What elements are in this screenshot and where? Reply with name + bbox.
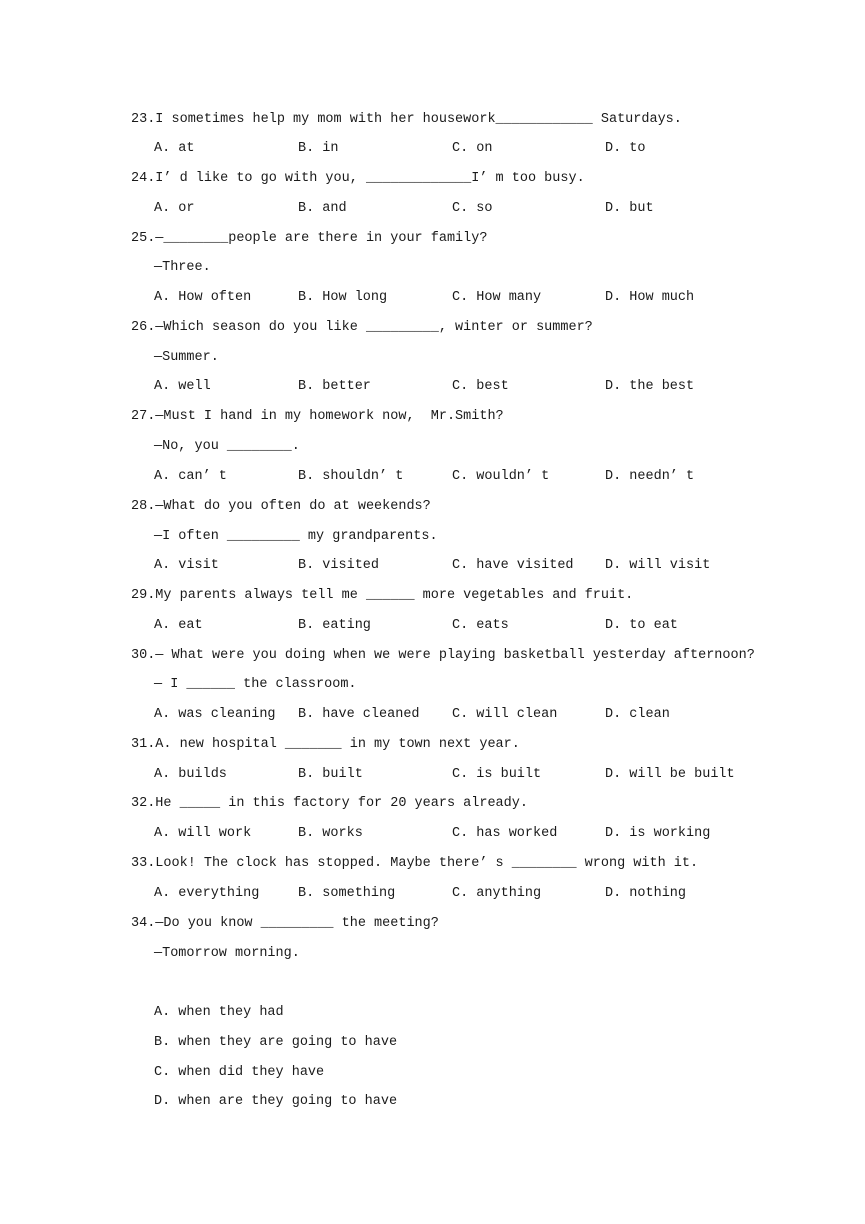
option-a: A. well	[154, 379, 211, 394]
option-a: A. eat	[154, 618, 203, 633]
option-b: B. How long	[298, 290, 388, 305]
option-d: D. needn’ t	[605, 469, 695, 484]
option-c: C. has worked	[452, 826, 558, 841]
option-b: B. eating	[298, 618, 371, 633]
option-d: D. How much	[605, 290, 695, 305]
option-b: B. have cleaned	[298, 707, 420, 722]
option-a: A. or	[154, 201, 195, 216]
option-d: D. nothing	[605, 886, 687, 901]
question-reply: —No, you ________.	[154, 439, 300, 454]
option-a: A. everything	[154, 886, 260, 901]
option-a: A. at	[154, 141, 195, 156]
question-stem: 30.— What were you doing when we were playing basketball yesterday afternoon?	[131, 648, 755, 663]
option-b: B. in	[298, 141, 339, 156]
option-c: C. How many	[452, 290, 542, 305]
option-b: B. visited	[298, 558, 380, 573]
option-d: D. is working	[605, 826, 711, 841]
question-reply: —Summer.	[154, 350, 219, 365]
option-b: B. when they are going to have	[154, 1035, 398, 1050]
option-d: D. when are they going to have	[154, 1094, 398, 1109]
option-c: C. anything	[452, 886, 542, 901]
question-stem: 27.—Must I hand in my homework now, Mr.Smith?	[131, 409, 504, 424]
option-d: D. to eat	[605, 618, 678, 633]
question-stem: 29.My parents always tell me ______ more vegetables and fruit.	[131, 588, 634, 603]
option-a: A. visit	[154, 558, 219, 573]
option-d: D. will be built	[605, 767, 735, 782]
option-c: C. have visited	[452, 558, 574, 573]
option-b: B. works	[298, 826, 363, 841]
question-stem: 26.—Which season do you like _________, winter or summer?	[131, 320, 593, 335]
option-d: D. to	[605, 141, 646, 156]
option-a: A. can’ t	[154, 469, 227, 484]
option-d: D. will visit	[605, 558, 711, 573]
question-stem: 31.A. new hospital _______ in my town next year.	[131, 737, 520, 752]
option-b: B. better	[298, 379, 371, 394]
option-c: C. will clean	[452, 707, 558, 722]
question-stem: 24.I’ d like to go with you, _____________I’ m too busy.	[131, 171, 585, 186]
option-c: C. wouldn’ t	[452, 469, 550, 484]
option-a: A. builds	[154, 767, 227, 782]
option-b: B. shouldn’ t	[298, 469, 404, 484]
option-d: D. but	[605, 201, 654, 216]
option-c: C. eats	[452, 618, 509, 633]
option-b: B. something	[298, 886, 396, 901]
option-a: A. will work	[154, 826, 252, 841]
option-c: C. best	[452, 379, 509, 394]
option-a: A. when they had	[154, 1005, 284, 1020]
question-stem: 25.—________people are there in your family?	[131, 231, 488, 246]
question-reply: —Tomorrow morning.	[154, 946, 300, 961]
question-stem: 28.—What do you often do at weekends?	[131, 499, 431, 514]
option-b: B. built	[298, 767, 363, 782]
option-b: B. and	[298, 201, 347, 216]
option-d: D. clean	[605, 707, 670, 722]
question-stem: 33.Look! The clock has stopped. Maybe there’ s ________ wrong with it.	[131, 856, 699, 871]
question-reply: —Three.	[154, 260, 211, 275]
option-c: C. when did they have	[154, 1065, 325, 1080]
question-reply: — I ______ the classroom.	[154, 677, 357, 692]
question-reply: —I often _________ my grandparents.	[154, 529, 438, 544]
question-stem: 32.He _____ in this factory for 20 years already.	[131, 796, 528, 811]
question-stem: 23.I sometimes help my mom with her housework____________ Saturdays.	[131, 112, 682, 127]
question-stem: 34.—Do you know _________ the meeting?	[131, 916, 439, 931]
option-a: A. was cleaning	[154, 707, 276, 722]
option-c: C. is built	[452, 767, 542, 782]
option-c: C. on	[452, 141, 493, 156]
option-a: A. How often	[154, 290, 252, 305]
option-d: D. the best	[605, 379, 695, 394]
option-c: C. so	[452, 201, 493, 216]
